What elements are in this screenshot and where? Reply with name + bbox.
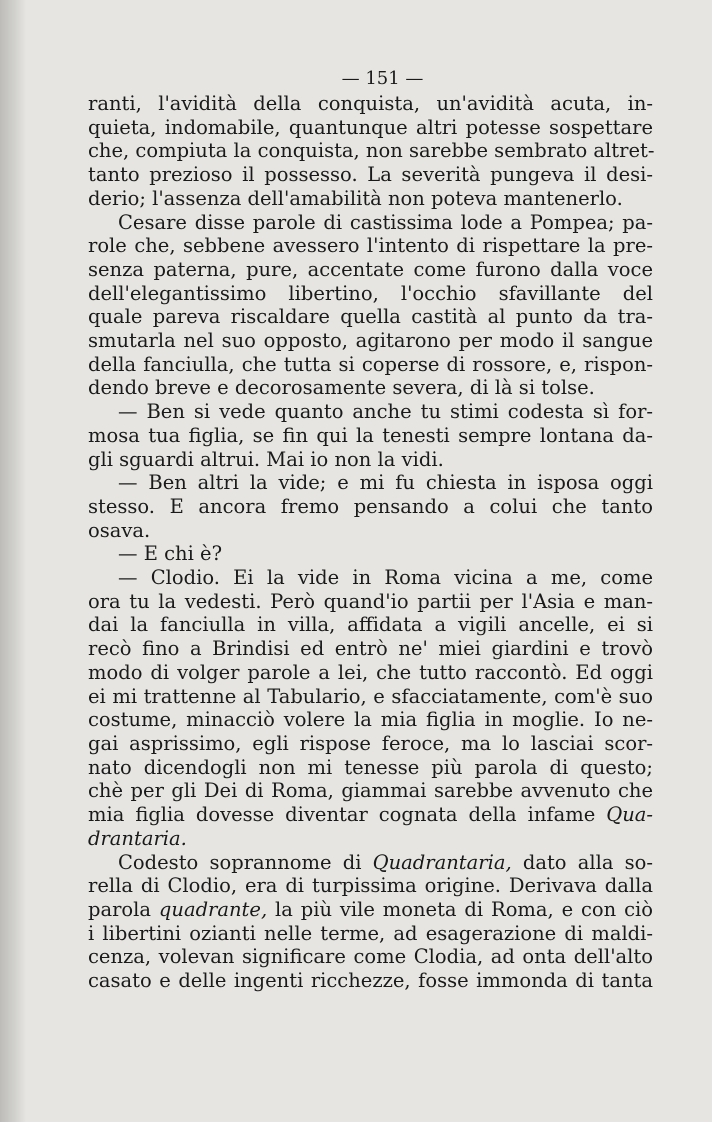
text-line: tanto prezioso il possesso. La severità pungeva il desi-	[88, 163, 653, 187]
italic-word: Qua-	[606, 803, 653, 827]
text-line: role che, sebbene avessero l'intento di rispettare la pre-	[88, 234, 653, 258]
paragraph	[88, 542, 653, 566]
text-line: casato e delle ingenti ricchezze, fosse immonda di tanta	[88, 969, 653, 993]
text-run: mia figlia dovesse diventar cognata della infame	[88, 803, 607, 827]
text-line: mosa tua figlia, se fin qui la tenesti sempre lontana da-	[88, 423, 653, 447]
paragraph	[88, 471, 653, 542]
text-line: costume, minacciò volere la mia figlia in moglie. Io ne-	[88, 708, 653, 732]
text-line: modo di volger parole a lei, che tutto raccontò. Ed oggi	[88, 660, 653, 684]
text-line: dai la fanciulla in villa, affidata a vigili ancelle, ei si	[88, 613, 653, 637]
text-line: Cesare disse parole di castissima lode a Pompea; pa-	[118, 210, 653, 234]
text-line: gai asprissimo, egli rispose feroce, ma lo lasciai scor-	[88, 731, 653, 755]
text-line: rella di Clodio, era di turpissima origine. Derivava dalla	[88, 874, 653, 898]
paragraph	[88, 851, 653, 993]
text-line: dendo breve e decorosamente severa, di là si tolse.	[88, 376, 595, 400]
text-line	[88, 898, 653, 922]
text-line: ei mi trattenne al Tabulario, e sfacciatamente, com'è suo	[88, 684, 653, 708]
text-run: la più vile moneta di Roma, e con ciò	[267, 897, 653, 921]
text-run: Codesto soprannome di	[118, 850, 373, 874]
text-line: — Clodio. Ei la vide in Roma vicina a me, come	[118, 566, 653, 590]
text-line: gli sguardi altrui. Mai io non la vidi.	[88, 447, 444, 471]
text-line: chè per gli Dei di Roma, giammai sarebbe avvenuto che	[88, 779, 653, 803]
text-line: stesso. E ancora fremo pensando a colui che tanto	[88, 494, 653, 518]
text-line: smutarla nel suo opposto, agitarono per modo il sangue	[88, 329, 653, 353]
text-line	[88, 827, 653, 851]
text-line: senza paterna, pure, accentate come furono dalla voce	[88, 257, 653, 281]
text-line: — Ben altri la vide; e mi fu chiesta in isposa oggi	[118, 471, 653, 495]
italic-word: Quadrantaria,	[372, 850, 512, 874]
text-line: dell'elegantissimo libertino, l'occhio sfavillante del	[88, 281, 653, 305]
text-line	[88, 851, 653, 875]
text-line: della fanciulla, che tutta si coperse di rossore, e, rispon-	[88, 352, 653, 376]
text-run: parola	[88, 897, 159, 921]
text-line: ranti, l'avidità della conquista, un'avidità acuta, in-	[88, 92, 653, 115]
text-line: osava.	[88, 518, 151, 542]
text-line: quieta, indomabile, quantunque altri potesse sospettare	[88, 115, 653, 139]
text-line: ora tu la vedesti. Però quand'io partii per l'Asia e man-	[88, 589, 653, 613]
italic-word: quadrante,	[158, 897, 268, 921]
page-number: — 151 —	[341, 68, 424, 89]
text-line: — E chi è?	[118, 542, 223, 566]
text-line: i libertini ozianti nelle terme, ad esagerazione di maldi-	[88, 921, 653, 945]
text-line: cenza, volevan significare come Clodia, ad onta dell'alto	[88, 945, 653, 969]
text-line: quale pareva riscaldare quella castità al punto da tra-	[88, 305, 653, 329]
text-line: recò fino a Brindisi ed entrò ne' miei giardini e trovò	[88, 637, 653, 661]
text-block	[88, 66, 653, 993]
paragraph	[88, 92, 653, 211]
page-gutter-shadow	[0, 0, 26, 1122]
text-line: che, compiuta la conquista, non sarebbe sembrato altret-	[88, 139, 655, 163]
paragraph	[88, 211, 653, 401]
paragraph	[88, 400, 653, 471]
text-run: dato alla so-	[511, 850, 653, 874]
text-line: derio; l'assenza dell'amabilità non poteva mantenerlo.	[88, 186, 623, 210]
paragraph	[88, 566, 653, 850]
text-line: — Ben si vede quanto anche tu stimi codesta sì for-	[118, 400, 653, 424]
italic-word: drantaria.	[88, 826, 187, 850]
text-line	[88, 803, 653, 827]
text-line: nato dicendogli non mi tenesse più parola di questo;	[88, 755, 653, 779]
